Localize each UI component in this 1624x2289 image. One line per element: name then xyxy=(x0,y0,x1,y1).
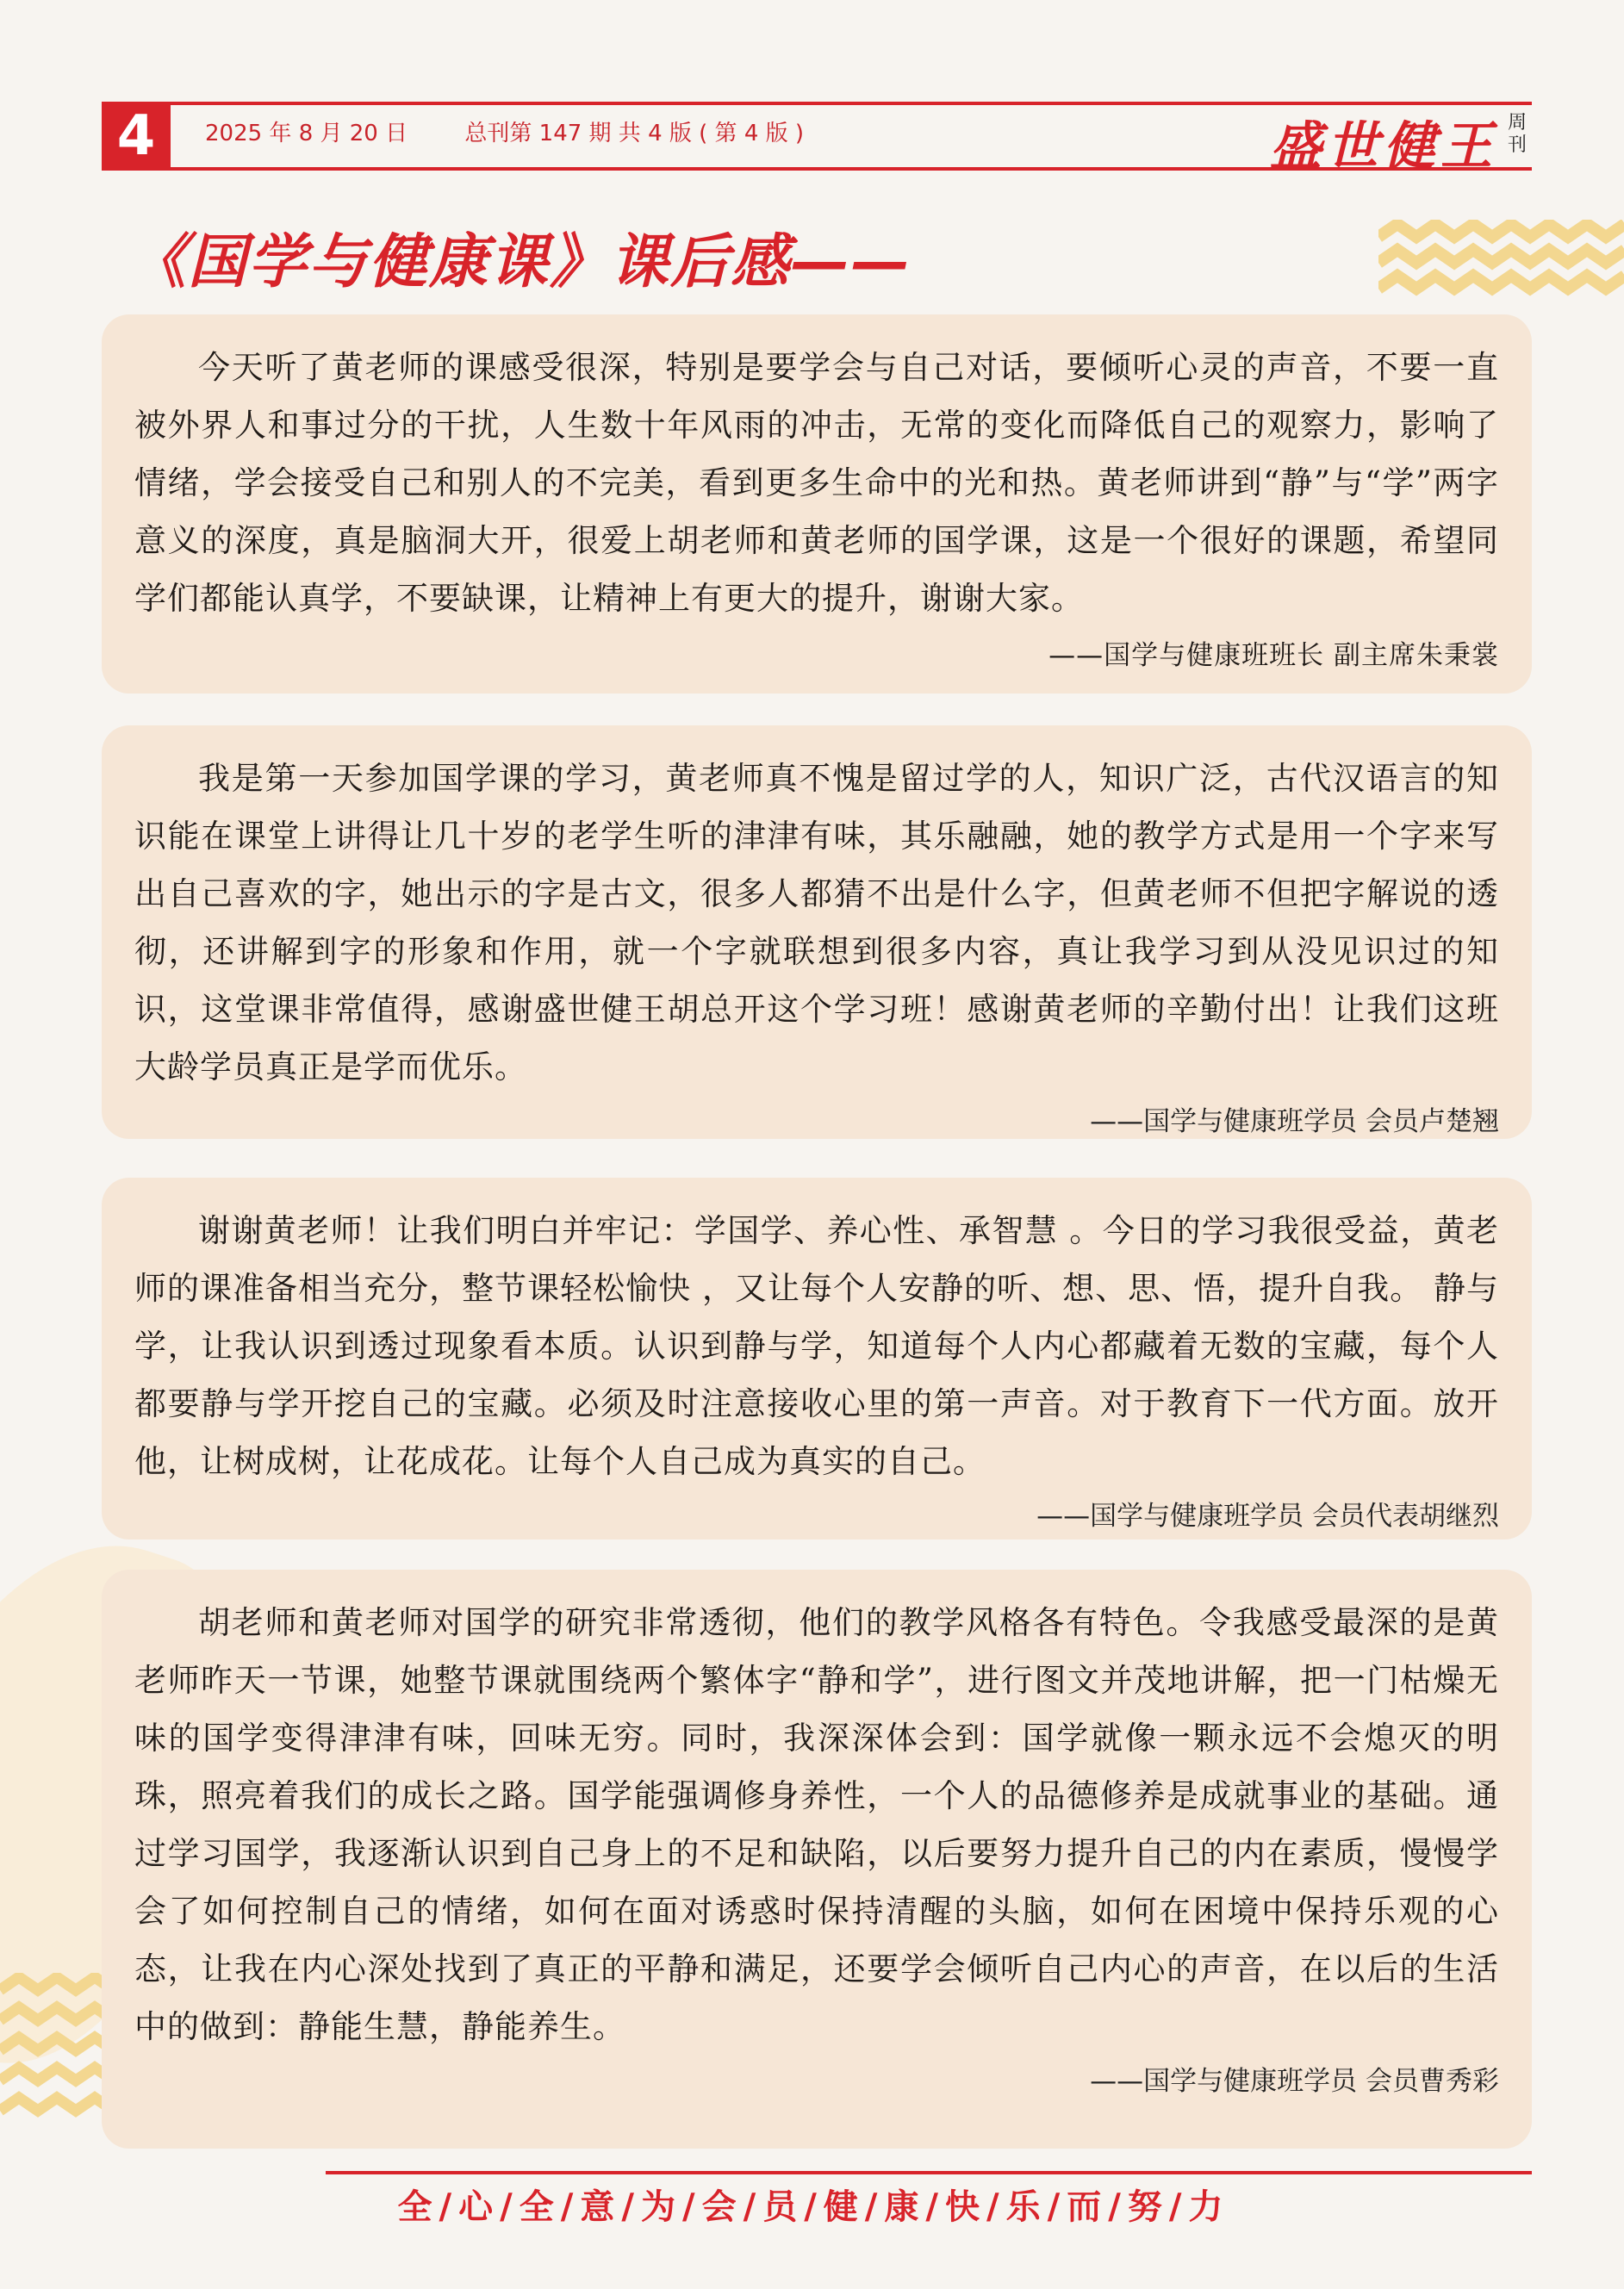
masthead xyxy=(102,102,1532,177)
issue-info xyxy=(205,115,854,147)
article-signature: ——国学与健康班学员 会员卢楚翘 xyxy=(1090,1106,1499,1137)
slogan-char: 全 xyxy=(397,2186,436,2227)
issue-date: 2025 年 8 月 20 日 xyxy=(205,121,408,146)
article-card-1 xyxy=(102,314,1532,694)
article-card-3 xyxy=(102,1178,1532,1539)
slogan-char: 努 xyxy=(1127,2186,1166,2227)
slogan-char: 快 xyxy=(945,2186,984,2227)
article-card-4 xyxy=(102,1570,1532,2149)
slogan-separator: / xyxy=(925,2186,943,2227)
slogan-char: 会 xyxy=(701,2186,740,2227)
article-signature: ——国学与健康班班长 副主席朱秉裳 xyxy=(1048,640,1499,671)
page-title: 《国学与健康课》课后感—— xyxy=(128,228,912,296)
slogan-separator: / xyxy=(1108,2186,1124,2227)
slogan-separator: / xyxy=(986,2186,1003,2227)
slogan-separator: / xyxy=(1047,2186,1064,2227)
slogan-separator: / xyxy=(621,2186,638,2227)
footer-line xyxy=(326,2171,1532,2174)
slogan-char: 康 xyxy=(884,2186,923,2227)
article-body: 今天听了黄老师的课感受很深，特别是要学会与自己对话，要倾听心灵的声音，不要一直被外界人和事过分的干扰，人生数十年风雨的冲击，无常的变化而降低自己的观察力，影响了情绪，学会接受自己和别人的不完美，看到更多生命中的光和热。黄老师讲到“静”与“学”两字意义的深度，真是脑洞大开，很爱上胡老师和黄老师的国学课，这是一个很好的课题，希望同学们都能认真学，不要缺课，让精神上有更大的提升，谢谢大家。 ——国学与健康班班长 副主席朱秉裳 xyxy=(134,339,1499,627)
slogan-char: 为 xyxy=(640,2186,679,2227)
slogan-separator: / xyxy=(743,2186,760,2227)
slogan-char: 健 xyxy=(823,2186,862,2227)
slogan-char: 心 xyxy=(458,2186,497,2227)
slogan-char: 全 xyxy=(519,2186,557,2227)
slogan-separator: / xyxy=(439,2186,456,2227)
footer-slogan xyxy=(0,2180,1624,2229)
slogan-char: 而 xyxy=(1067,2186,1105,2227)
page-number: 4 xyxy=(102,102,171,171)
slogan-separator: / xyxy=(1168,2186,1185,2227)
brand-logo: 盛世健王 xyxy=(1270,116,1497,177)
slogan-separator: / xyxy=(681,2186,699,2227)
article-signature: ——国学与健康班学员 会员曹秀彩 xyxy=(1090,2066,1499,2097)
slogan-separator: / xyxy=(864,2186,881,2227)
slogan-char: 员 xyxy=(762,2186,801,2227)
article-body: 我是第一天参加国学课的学习，黄老师真不愧是留过学的人，知识广泛，古代汉语言的知识能在课堂上讲得让几十岁的老学生听的津津有味，其乐融融，她的教学方式是用一个字来写出自己喜欢的字，她出示的字是古文，很多人都猜不出是什么字，但黄老师不但把字解说的透彻，还讲解到字的形象和作用，就一个字就联想到很多内容，真让我学习到从没见识过的知识，这堂课非常值得，感谢盛世健王胡总开这个学习班！感谢黄老师的辛勤付出！让我们这班大龄学员真正是学而优乐。 xyxy=(134,760,1499,1085)
article-card-2 xyxy=(102,725,1532,1139)
slogan-char: 乐 xyxy=(1005,2186,1044,2227)
slogan-separator: / xyxy=(500,2186,516,2227)
slogan-char: 力 xyxy=(1188,2186,1227,2227)
brand-subtitle: 周刊 xyxy=(1507,112,1527,156)
article-body: 胡老师和黄老师对国学的研究非常透彻，他们的教学风格各有特色。令我感受最深的是黄老师昨天一节课，她整节课就围绕两个繁体字“静和学”，进行图文并茂地讲解，把一门枯燥无味的国学变得津津有味，回味无穷。同时，我深深体会到：国学就像一颗永远不会熄灭的明珠，照亮着我们的成长之路。国学能强调修身养性，一个人的品德修养是成就事业的基础。通过学习国学，我逐渐认识到自己身上的不足和缺陷，以后要努力提升自己的内在素质，慢慢学会了如何控制自己的情绪，如何在面对诱惑时保持清醒的头脑，如何在困境中保持乐观的心态，让我在内心深处找到了真正的平静和满足，还要学会倾听自己内心的声音，在以后的生活中的做到：静能生慧，静能养生。 xyxy=(134,1604,1499,2045)
slogan-separator: / xyxy=(560,2186,577,2227)
slogan-char: 意 xyxy=(580,2186,619,2227)
zigzag-decoration-top xyxy=(1378,220,1624,314)
article-body: 谢谢黄老师！让我们明白并牢记：学国学、养心性、承智慧 。今日的学习我很受益，黄老师的课准备相当充分，整节课轻松愉快 ，又让每个人安静的听、想、思、悟，提升自我。 静与学，让我认识到透过现象看本质。认识到静与学，知道每个人内心都藏着无数的宝藏，每个人都要静与学开挖自己的宝藏。必须及时注意接收心里的第一声音。对于教育下一代方面。放开他，让树成树，让花成花。让每个人自己成为真实的自己。 xyxy=(134,1212,1499,1480)
issue-number: 总刊第 147 期 共 4 版 ( 第 4 版 ) xyxy=(464,121,805,146)
article-signature: ——国学与健康班学员 会员代表胡继烈 xyxy=(1036,1501,1499,1532)
slogan-separator: / xyxy=(804,2186,820,2227)
